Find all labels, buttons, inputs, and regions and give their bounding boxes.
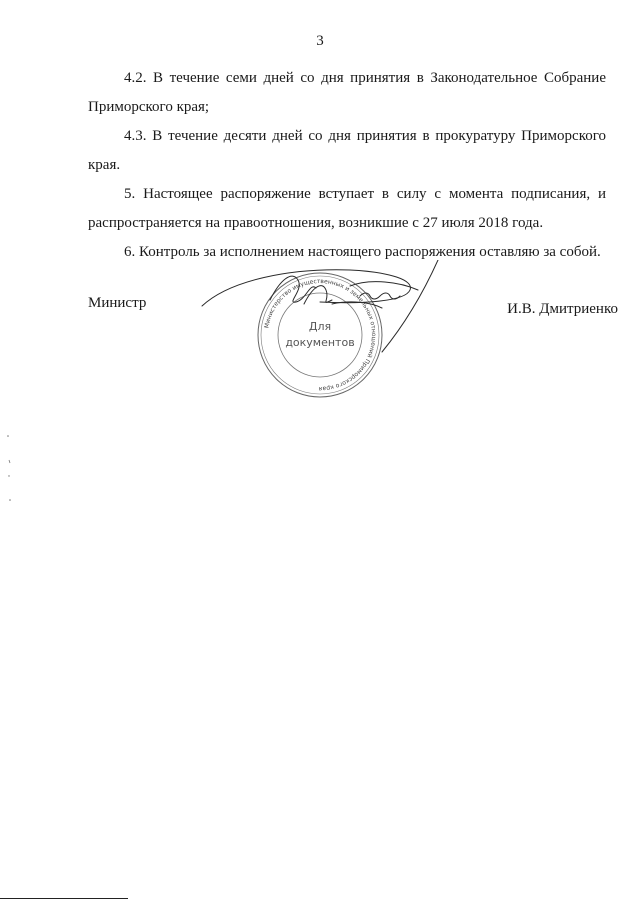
page-number: 3 — [316, 33, 324, 49]
margin-marks — [5, 430, 15, 510]
stamp-center-line-1: Для — [308, 320, 332, 333]
paragraph-4-2: 4.2. В течение семи дней со дня принятия в Законодательное Собрание Приморского края; — [88, 70, 606, 115]
signatory-name: И.В. Дмитриенко — [507, 301, 618, 317]
paragraph-5: 5. Настоящее распоряжение вступает в силу с момента подписания, и распространяется на правоотношения, возникшие с 27 июля 2018 года. — [88, 186, 606, 231]
official-stamp — [200, 260, 440, 410]
stamp-ring-text: Министерство имущественных и земельных отношений Приморского края — [263, 277, 378, 393]
signature-block — [88, 277, 618, 415]
document-body — [88, 64, 606, 267]
signatory-position: Министр — [88, 295, 147, 311]
stamp-center-line-2: документов — [285, 336, 355, 349]
footer-rule — [0, 898, 128, 899]
paragraph-6: 6. Контроль за исполнением настоящего распоряжения оставляю за собой. — [124, 244, 601, 260]
paragraph-4-3: 4.3. В течение десяти дней со дня принятия в прокуратуру Приморского края. — [88, 128, 606, 173]
